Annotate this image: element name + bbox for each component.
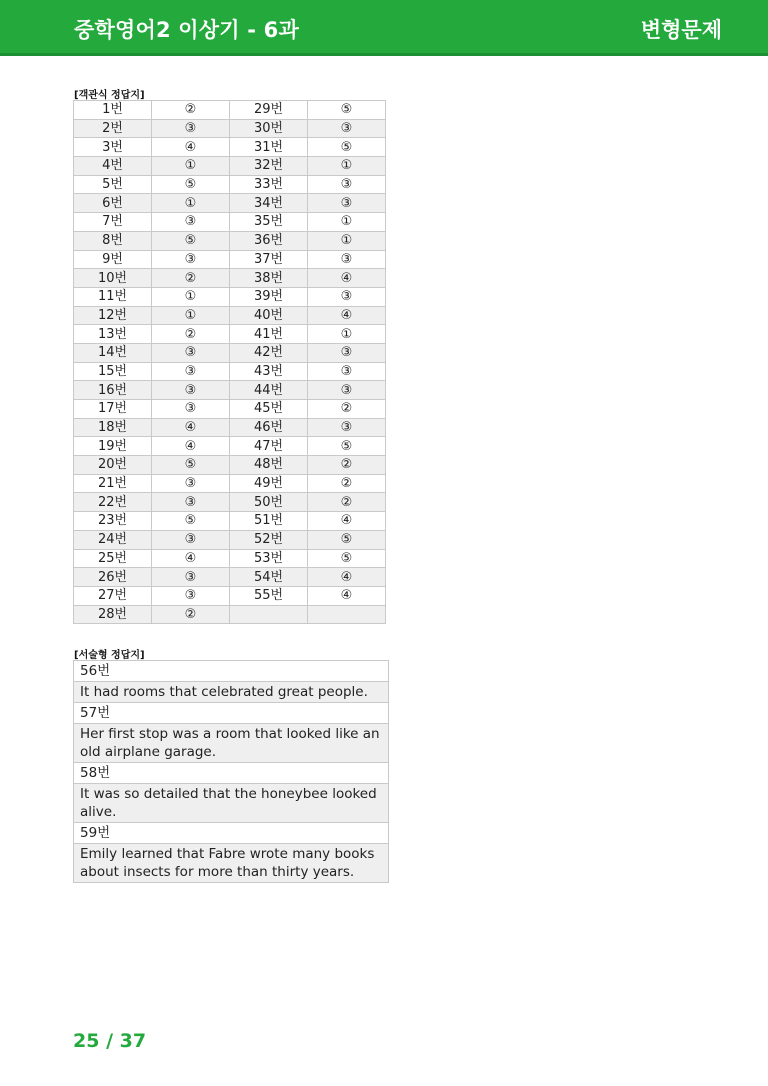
answer-choice: ②	[308, 493, 386, 512]
question-number: 31번	[230, 138, 308, 157]
table-row	[74, 456, 386, 475]
table-row	[74, 512, 386, 531]
answer-choice: ①	[152, 194, 230, 213]
answer-choice: ③	[152, 568, 230, 587]
current-page: 25	[73, 1030, 100, 1052]
question-number: 22번	[74, 493, 152, 512]
answer-choice: ①	[152, 157, 230, 176]
question-number: 52번	[230, 530, 308, 549]
question-number: 21번	[74, 474, 152, 493]
answer-choice: ③	[152, 493, 230, 512]
answer-choice: ③	[308, 175, 386, 194]
question-number: 35번	[230, 213, 308, 232]
question-number: 34번	[230, 194, 308, 213]
answer-choice: ⑤	[308, 101, 386, 120]
table-row	[74, 213, 386, 232]
page-separator: /	[106, 1030, 114, 1052]
question-number: 2번	[74, 119, 152, 138]
table-row	[74, 844, 389, 883]
table-row	[74, 306, 386, 325]
answer-choice: ④	[152, 418, 230, 437]
question-number: 37번	[230, 250, 308, 269]
question-number: 46번	[230, 418, 308, 437]
question-number: 12번	[74, 306, 152, 325]
answer-choice: ③	[152, 343, 230, 362]
document-title: 중학영어2 이상기 - 6과	[74, 18, 299, 42]
answer-choice: ④	[308, 586, 386, 605]
question-number: 30번	[230, 119, 308, 138]
essay-answer-table	[73, 660, 389, 883]
table-row	[74, 119, 386, 138]
mc-answer-table	[73, 100, 386, 624]
question-number: 41번	[230, 325, 308, 344]
answer-choice: ③	[152, 362, 230, 381]
answer-choice: ②	[152, 605, 230, 624]
answer-choice: ②	[308, 400, 386, 419]
answer-choice: ③	[308, 343, 386, 362]
answer-choice: ⑤	[152, 456, 230, 475]
page-header	[0, 0, 768, 56]
question-number: 55번	[230, 586, 308, 605]
essay-answer-text: It was so detailed that the honeybee looked alive.	[74, 784, 389, 823]
question-number: 51번	[230, 512, 308, 531]
essay-question-number: 57번	[74, 703, 389, 724]
question-number: 47번	[230, 437, 308, 456]
answer-choice: ①	[152, 287, 230, 306]
mc-answer-key-label: [객관식 정답지]	[74, 90, 145, 101]
question-number: 26번	[74, 568, 152, 587]
question-number: 32번	[230, 157, 308, 176]
question-number: 43번	[230, 362, 308, 381]
answer-choice: ①	[308, 157, 386, 176]
question-number	[230, 605, 308, 624]
table-row	[74, 549, 386, 568]
question-number: 54번	[230, 568, 308, 587]
question-number: 27번	[74, 586, 152, 605]
question-number: 19번	[74, 437, 152, 456]
question-number: 33번	[230, 175, 308, 194]
table-row	[74, 823, 389, 844]
table-row	[74, 157, 386, 176]
total-pages: 37	[119, 1030, 147, 1052]
question-number: 53번	[230, 549, 308, 568]
question-number: 5번	[74, 175, 152, 194]
question-number: 4번	[74, 157, 152, 176]
table-row	[74, 381, 386, 400]
answer-choice: ②	[308, 456, 386, 475]
table-row	[74, 763, 389, 784]
table-row	[74, 703, 389, 724]
essay-question-number: 56번	[74, 661, 389, 682]
table-row	[74, 101, 386, 120]
table-row	[74, 682, 389, 703]
question-number: 14번	[74, 343, 152, 362]
answer-choice: ⑤	[152, 512, 230, 531]
answer-choice: ③	[152, 586, 230, 605]
question-number: 39번	[230, 287, 308, 306]
table-row	[74, 400, 386, 419]
answer-choice: ①	[152, 306, 230, 325]
question-number: 1번	[74, 101, 152, 120]
answer-choice: ①	[308, 231, 386, 250]
table-row	[74, 586, 386, 605]
answer-choice: ⑤	[308, 138, 386, 157]
question-number: 49번	[230, 474, 308, 493]
question-number: 23번	[74, 512, 152, 531]
table-row	[74, 724, 389, 763]
answer-choice: ③	[308, 194, 386, 213]
answer-choice: ④	[308, 306, 386, 325]
table-row	[74, 325, 386, 344]
answer-choice: ③	[152, 400, 230, 419]
question-number: 29번	[230, 101, 308, 120]
question-number: 10번	[74, 269, 152, 288]
answer-choice: ④	[152, 138, 230, 157]
table-row	[74, 287, 386, 306]
question-number: 9번	[74, 250, 152, 269]
answer-choice: ⑤	[308, 437, 386, 456]
answer-choice: ②	[152, 101, 230, 120]
question-number: 45번	[230, 400, 308, 419]
answer-choice: ③	[308, 250, 386, 269]
answer-choice: ③	[308, 362, 386, 381]
table-row	[74, 343, 386, 362]
question-number: 15번	[74, 362, 152, 381]
answer-choice: ③	[152, 250, 230, 269]
essay-answer-text: Emily learned that Fabre wrote many books about insects for more than thirty years.	[74, 844, 389, 883]
answer-choice: ④	[152, 437, 230, 456]
table-row	[74, 231, 386, 250]
question-number: 17번	[74, 400, 152, 419]
essay-answer-text: Her first stop was a room that looked like an old airplane garage.	[74, 724, 389, 763]
answer-choice: ③	[308, 287, 386, 306]
question-number: 28번	[74, 605, 152, 624]
question-number: 48번	[230, 456, 308, 475]
table-row	[74, 362, 386, 381]
answer-choice: ④	[308, 568, 386, 587]
question-number: 36번	[230, 231, 308, 250]
answer-choice: ③	[308, 418, 386, 437]
essay-answer-text: It had rooms that celebrated great people.	[74, 682, 389, 703]
answer-choice: ③	[152, 381, 230, 400]
answer-choice: ⑤	[308, 549, 386, 568]
answer-choice: ②	[152, 325, 230, 344]
answer-choice: ⑤	[308, 530, 386, 549]
table-row	[74, 175, 386, 194]
answer-choice: ④	[308, 269, 386, 288]
answer-choice: ⑤	[152, 231, 230, 250]
answer-choice	[308, 605, 386, 624]
table-row	[74, 138, 386, 157]
essay-answer-key-label: [서술형 정답지]	[74, 650, 145, 661]
table-row	[74, 437, 386, 456]
answer-choice: ①	[308, 213, 386, 232]
answer-choice: ③	[152, 530, 230, 549]
table-row	[74, 250, 386, 269]
answer-choice: ⑤	[152, 175, 230, 194]
answer-choice: ③	[308, 119, 386, 138]
question-number: 25번	[74, 549, 152, 568]
essay-question-number: 58번	[74, 763, 389, 784]
question-number: 44번	[230, 381, 308, 400]
answer-choice: ④	[152, 549, 230, 568]
question-number: 20번	[74, 456, 152, 475]
table-row	[74, 493, 386, 512]
question-number: 38번	[230, 269, 308, 288]
table-row	[74, 784, 389, 823]
answer-choice: ②	[308, 474, 386, 493]
document-category: 변형문제	[640, 18, 722, 42]
answer-choice: ③	[308, 381, 386, 400]
essay-question-number: 59번	[74, 823, 389, 844]
table-row	[74, 568, 386, 587]
question-number: 24번	[74, 530, 152, 549]
question-number: 8번	[74, 231, 152, 250]
answer-choice: ③	[152, 474, 230, 493]
question-number: 50번	[230, 493, 308, 512]
question-number: 11번	[74, 287, 152, 306]
answer-choice: ④	[308, 512, 386, 531]
table-row	[74, 530, 386, 549]
table-row	[74, 661, 389, 682]
answer-choice: ②	[152, 269, 230, 288]
question-number: 18번	[74, 418, 152, 437]
question-number: 6번	[74, 194, 152, 213]
question-number: 13번	[74, 325, 152, 344]
table-row	[74, 474, 386, 493]
question-number: 3번	[74, 138, 152, 157]
table-row	[74, 194, 386, 213]
question-number: 16번	[74, 381, 152, 400]
table-row	[74, 418, 386, 437]
table-row	[74, 605, 386, 624]
page-number	[73, 1030, 146, 1052]
question-number: 42번	[230, 343, 308, 362]
answer-choice: ③	[152, 119, 230, 138]
answer-choice: ①	[308, 325, 386, 344]
answer-choice: ③	[152, 213, 230, 232]
question-number: 40번	[230, 306, 308, 325]
question-number: 7번	[74, 213, 152, 232]
table-row	[74, 269, 386, 288]
